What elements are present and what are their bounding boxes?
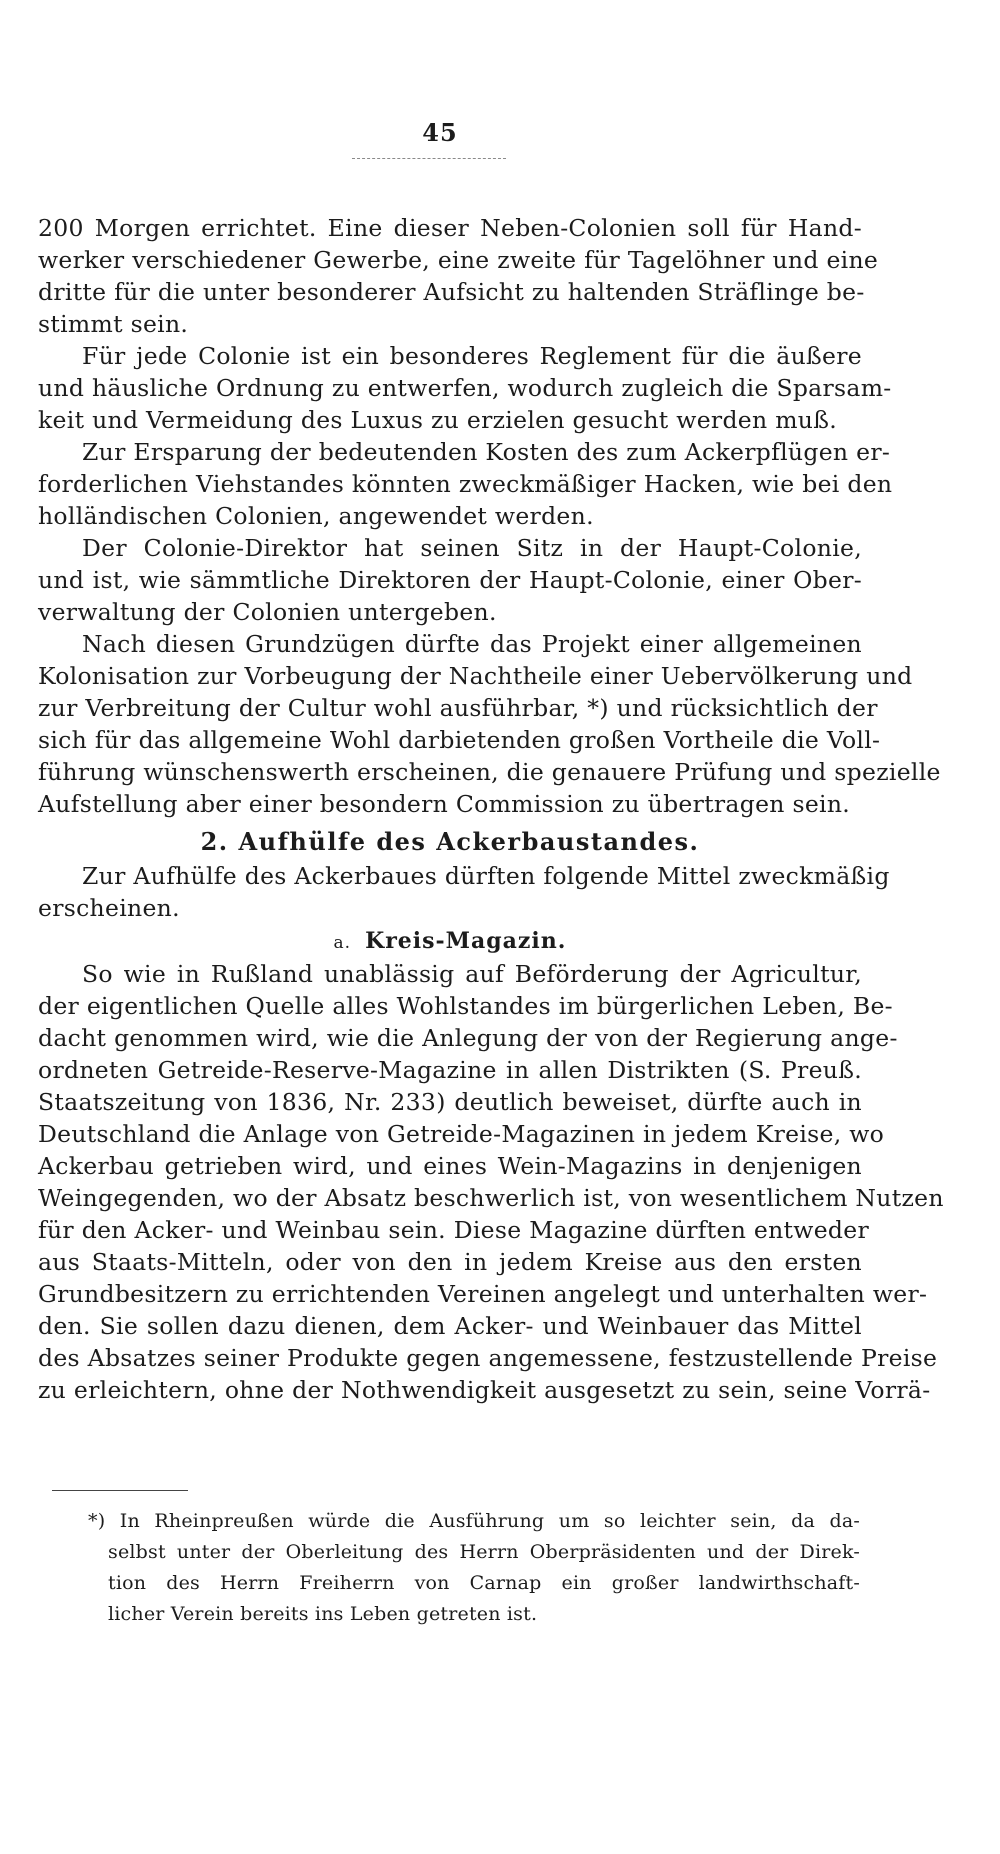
text-line: Staatszeitung von 1836, Nr. 233) deutlich beweiset, dürfte auch in: [38, 1088, 862, 1116]
text-line: zur Verbreitung der Cultur wohl ausführbar, *) und rücksichtlich der: [38, 694, 878, 722]
footnote-line: licher Verein bereits ins Leben getreten ist.: [108, 1603, 538, 1625]
footnote-rule: [52, 1490, 188, 1491]
text-line: Kolonisation zur Vorbeugung der Nachtheile einer Uebervölkerung und: [38, 662, 913, 690]
footnote-line: *) In Rheinpreußen würde die Ausführung um so leichter sein, da da-: [88, 1510, 860, 1532]
page-number: 45: [422, 118, 458, 147]
text-line: des Absatzes seiner Produkte gegen angemessene, festzustellende Preise: [38, 1344, 938, 1372]
subsection-label: a.: [333, 933, 352, 953]
section-heading: 2. Aufhülfe des Ackerbaustandes.: [200, 827, 700, 856]
footnote-line: selbst unter der Oberleitung des Herrn Oberpräsidenten und der Direk-: [108, 1541, 860, 1563]
text-line: So wie in Rußland unablässig auf Beförderung der Agricultur,: [82, 960, 862, 988]
text-line: stimmt sein.: [38, 310, 189, 338]
footnote-line: tion des Herrn Freiherrn von Carnap ein großer landwirthschaft-: [108, 1572, 860, 1594]
text-line: und häusliche Ordnung zu entwerfen, wodurch zugleich die Sparsam-: [38, 374, 892, 402]
text-line: zu erleichtern, ohne der Nothwendigkeit ausgesetzt zu sein, seine Vorrä-: [38, 1376, 931, 1404]
text-line: Aufstellung aber einer besondern Commission zu übertragen sein.: [38, 790, 851, 818]
text-line: aus Staats-Mitteln, oder von den in jedem Kreise aus den ersten: [38, 1248, 862, 1276]
body-text: [38, 212, 944, 1406]
text-line: dacht genommen wird, wie die Anlegung der von der Regierung ange-: [38, 1024, 898, 1052]
text-line: holländischen Colonien, angewendet werden.: [38, 502, 594, 530]
text-line: und ist, wie sämmtliche Direktoren der Haupt-Colonie, einer Ober-: [38, 566, 862, 594]
subsection-heading: [38, 924, 862, 958]
text-line: dritte für die unter besonderer Aufsicht zu haltenden Sträflinge be-: [38, 278, 865, 306]
text-line: Grundbesitzern zu errichtenden Vereinen angelegt und unterhalten wer-: [38, 1280, 928, 1308]
text-line: ordneten Getreide-Reserve-Magazine in allen Distrikten (S. Preuß.: [38, 1056, 862, 1084]
subsection-title: Kreis-Magazin.: [365, 928, 567, 954]
footnote: [88, 1506, 860, 1630]
text-line: führung wünschenswerth erscheinen, die genauere Prüfung und spezielle: [38, 758, 941, 786]
text-line: Deutschland die Anlage von Getreide-Magazinen in jedem Kreise, wo: [38, 1120, 885, 1148]
text-line: Der Colonie-Direktor hat seinen Sitz in der Haupt-Colonie,: [82, 534, 862, 562]
text-line: sich für das allgemeine Wohl darbietenden großen Vortheile die Voll-: [38, 726, 881, 754]
text-line: Für jede Colonie ist ein besonderes Reglement für die äußere: [82, 342, 862, 370]
text-line: Weingegenden, wo der Absatz beschwerlich ist, von wesentlichem Nutzen: [38, 1184, 944, 1212]
text-line: verwaltung der Colonien untergeben.: [38, 598, 497, 626]
text-line: den. Sie sollen dazu dienen, dem Acker- und Weinbauer das Mittel: [38, 1312, 862, 1340]
text-line: erscheinen.: [38, 894, 180, 922]
text-line: der eigentlichen Quelle alles Wohlstandes im bürgerlichen Leben, Be-: [38, 992, 893, 1020]
text-line: für den Acker- und Weinbau sein. Diese Magazine dürften entweder: [38, 1216, 870, 1244]
text-line: keit und Vermeidung des Luxus zu erzielen gesucht werden muß.: [38, 406, 837, 434]
header-rule: [352, 158, 506, 159]
text-line: Zur Ersparung der bedeutenden Kosten des zum Ackerpflügen er-: [82, 438, 891, 466]
text-line: werker verschiedener Gewerbe, eine zweite für Tagelöhner und eine: [38, 246, 879, 274]
text-line: Ackerbau getrieben wird, und eines Wein-Magazins in denjenigen: [38, 1152, 862, 1180]
text-line: Nach diesen Grundzügen dürfte das Projekt einer allgemeinen: [82, 630, 862, 658]
text-line: forderlichen Viehstandes könnten zweckmäßiger Hacken, wie bei den: [38, 470, 893, 498]
text-line: 200 Morgen errichtet. Eine dieser Neben-Colonien soll für Hand-: [38, 214, 862, 242]
text-line: Zur Aufhülfe des Ackerbaues dürften folgende Mittel zweckmäßig: [82, 862, 890, 890]
